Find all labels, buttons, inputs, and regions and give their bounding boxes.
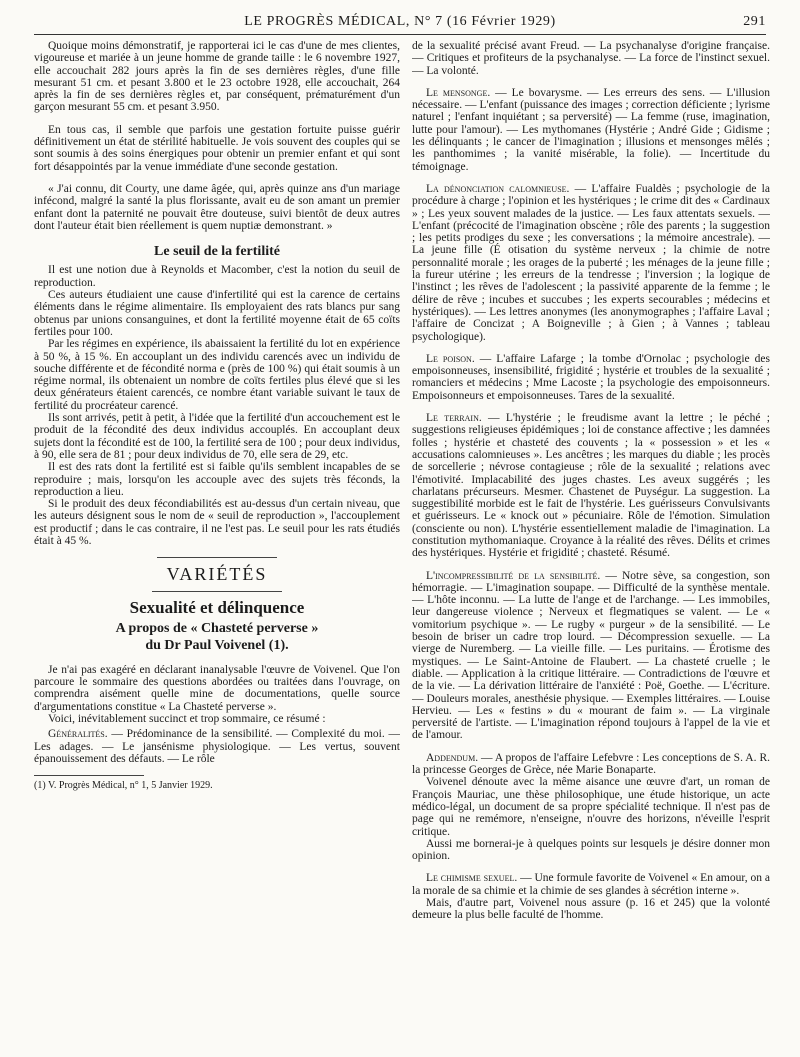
run-in-heading: Le poison.: [426, 352, 475, 365]
run-in-heading: Le chimisme sexuel.: [426, 872, 518, 885]
paragraph-text: — Le bovarysme. — Les erreurs des sens. — L'illusion nécessaire. — L'enfant (puissance des images ; correction déficiente ; lyrisme naturel ; l'enfant inquiétant ; sa perversité) — La femme (ruse, imagination, lutte pour l'amour). — Les mythomanes (Hystérie ; André Gide ; Gidisme ; les délinquants ; le cancer de l'imagination ; illusions et mensonges mêlés ; les panthomimes ; la vanité misérable, la folie). — Incertitude du témoignage.: [412, 86, 770, 173]
paragraph-text: — L'affaire Lafarge ; la tombe d'Ornolac ; psychologie des empoisonneuses, insensibilité, frigidité ; hystérie et troubles de la sexualité ; romanciers et médecins ; Mme Lacoste ; la psychologie des empoisonneurs. Empoisonneurs et empoisonneuses. Tares de la sexualité.: [412, 352, 770, 402]
paragraph: Il est une notion due à Reynolds et Macomber, c'est la notion du seuil de reproduction.: [34, 264, 400, 289]
run-in-heading: L'incompressibilité de la sensibilité.: [426, 569, 601, 582]
section-heading: Le seuil de la fertilité: [154, 244, 280, 260]
run-in-heading: Le terrain.: [426, 412, 482, 425]
run-in-heading: Généralités.: [48, 728, 108, 741]
paragraph: de la sexualité précisé avant Freud. — La psychanalyse d'origine française. — Critiques et profiteurs de la psychanalyse. — La force de l'instinct sexuel. — La volonté.: [412, 40, 770, 77]
divider: [157, 557, 277, 558]
running-header: [34, 10, 766, 35]
run-in-heading: Le mensonge.: [426, 86, 491, 99]
run-in-heading: La dénonciation calomnieuse.: [426, 182, 570, 195]
paragraph: Ces auteurs étudiaient une cause d'infertilité qui est la carence de certains éléments dans le régime alimentaire. Ils employaient des rats blancs pur sang obtenus par unions consanguines, et dont la fertilité moyenne était de 65 coïts fertiles pour 100.: [34, 289, 400, 338]
paragraph-text: — Une formule favorite de Voivenel « En amour, on a la morale de sa chimie et la chimie de ses glandes à sécrétion interne ».: [412, 872, 770, 897]
paragraph: Il est des rats dont la fertilité est si faible qu'ils semblent incapables de se reproduire ; mais, lorsqu'on les accouple avec des sujets très féconds, la reproduction a lieu.: [34, 461, 400, 498]
paragraph-text: — L'hystérie ; le freudisme avant la lettre ; le péché ; suggestions religieuses épidémiques ; loi de constance affective ; les damnées folles ; hystérie et chasteté des couvents ; la « possession » et les « accusations calomnieuses ». Les ancêtres ; les marques du diable ; les procès de sorcellerie ; névrose contagieuse ; rôle de la sexualité ; relations avec l'émotivité. Implacabilité des juges chastes. Les aveux suggérés ; les charlatans précurseurs. Mesmer. Chastenet de Puységur. La suggestion. La suggestibilité morbide est le fait de l'hystérie. Les guérisseurs Convulsivants et guérisseurs. Le « knock out » pécuniaire. Rôle de l'émotion. Simulation (consciente ou non). L'hystérie essentiellement maladie de l'imagination. La constitution mythomaniaque. Croyance à la réalité des rêves. Délits et crimes des hystériques. Hystérie et frigidité ; chasteté. Résumé.: [412, 412, 770, 560]
section-label: VARIÉTÉS: [166, 564, 268, 585]
journal-title: LE PROGRÈS MÉDICAL, N° 7 (16 Février 1929): [244, 14, 556, 29]
paragraph: Aussi me bornerai-je à quelques points sur lesquels je désire donner mon opinion.: [412, 837, 770, 863]
divider: [152, 591, 282, 592]
paragraph: « J'ai connu, dit Courty, une dame âgée, qui, après quinze ans d'un mariage infécond, malgré la santé la plus florissante, avait eu de son amant un premier enfant dont la paternité ne pouvait être douteuse, suivi bientôt de deux autres dont l'auteur était bien réellement is quem nuptiæ demonstrant. »: [34, 182, 400, 232]
paragraph: [412, 412, 770, 560]
paragraph: Ils sont arrivés, petit à petit, à l'idée que la fertilité d'un accouchement est le produit de la fécondité des deux individus accouplés. En accouplant deux sujets dont la fécondité est de 100, la fertilité sera de 100 ; pour deux individus, à 90, elle sera de 81 ; pour deux individus de 70, elle sera de 29, etc.: [34, 412, 400, 461]
paragraph-text: — Notre sève, sa congestion, son hémorragie. — L'imagination soupape. — Difficulté de la synthèse mentale. — L'hôte inconnu. — La lutte de l'ange et de l'archange. — Les immobiles, leur dangereuse violence ; Nerveux et flegmatiques se valent. — Le « vomitorium psychique ». — Le rugby « purgeur » de la sensibilité. — Le besoin de briser un cadre trop lourd. — Décompression sexuelle. — La vierge de Nuremberg. — La vieille fille. — Les puritains. — Érotisme des mystiques. — Le Saint-Antoine de Flaubert. — La chasteté cruelle ; le diable. — Application à la critique littéraire. — Contradictions de l'œuvre et de la vie. — La dérivation littéraire de l'anxiété : Poë, Goethe. — L'écriture. — Douleurs morales, anesthésie physique. — Exemples littéraires. — Louise Hervieu. — Les « festins » du « mourant de faim ». — La virginale perversité de l'artiste. — L'imagination répond toujours à l'appel de la vie et de l'amour.: [412, 569, 770, 742]
paragraph: [412, 87, 770, 173]
footnote: (1) V. Progrès Médical, n° 1, 5 Janvier 1929.: [34, 780, 213, 792]
paragraph: [412, 353, 770, 402]
paragraph: Je n'ai pas exagéré en déclarant inanalysable l'œuvre de Voivenel. Que l'on parcoure le sommaire des questions abordées ou traitées dans l'ouvrage, on comprendra aisément quelle mine de documentations, quelle source d'argumentations constitue « La Chasteté perverse ».: [34, 663, 400, 713]
paragraph: Mais, d'autre part, Voivenel nous assure (p. 16 et 245) que la volonté demeure la plus belle faculté de l'homme.: [412, 897, 770, 922]
paragraph-text: — Prédominance de la sensibilité. — Complexité du moi. — Les adages. — Le jansénisme physiologique. — Les vertus, souvent épanouissement des défauts. — Le rôle: [34, 728, 400, 765]
left-column: [34, 40, 400, 1045]
paragraph: Par les régimes en expérience, ils abaissaient la fertilité du lot en expérience à 50 %, à 15 %. En accouplant un des individu carencés avec un individu de souche différente et de fécondité norma e (près de 100 %) qui était soumis à un régime normal, ils obtenaient un nombre de coïts fertiles plus élevé que si les deux générateurs étaient carencés, ce nombre étant variable suivant le taux de fertilité du procréateur carencé.: [34, 338, 400, 412]
article-subtitle-line: A propos de « Chasteté perverse »: [115, 620, 319, 636]
paragraph: [412, 752, 770, 777]
paragraph: [412, 872, 770, 897]
paragraph: Quoique moins démonstratif, je rapporterai ici le cas d'une de mes clientes, vigoureuse et mariée à un jeune homme de grande taille : le 6 novembre 1927, elle accouchait 282 jours après la fin de ses dernières règles, d'une fille mesurant 51 cm. et pesant 3.800 et le 23 octobre 1928, elle accouchait, 264 après la fin de ses dernières règles et, par conséquent, prématurément d'un garçon mesurant 55 cm. et pesant 3.950.: [34, 40, 400, 114]
right-column: [412, 40, 770, 1045]
article-subtitle-line: du Dr Paul Voivenel (1).: [145, 637, 289, 653]
paragraph: [412, 183, 770, 343]
paragraph-text: — A propos de l'affaire Lefebvre : Les conceptions de S. A. R. la princesse Georges de Grèce, née Marie Bonaparte.: [412, 751, 770, 777]
page-number: 291: [743, 14, 766, 29]
paragraph: Si le produit des deux fécondiabilités est au-dessus d'un certain niveau, que les auteurs désignent sous le nom de « seuil de reproduction », l'accouplement est productif ; dans le cas contraire, il ne l'est pas. Le seuil pour les rats étudiés était à 45 %.: [34, 498, 400, 547]
paragraph: [412, 570, 770, 742]
article-title: Sexualité et délinquence: [129, 597, 305, 617]
paragraph: Voici, inévitablement succinct et trop sommaire, ce résumé :: [48, 713, 326, 726]
paragraph: [34, 728, 400, 765]
article-subtitle: [34, 620, 400, 654]
paragraph: En tous cas, il semble que parfois une gestation fortuite puisse guérir définitivement un état de stérilité habituelle. Je vois souvent des couples qui se sont soumis à des soins énergiques pour obtenir un premier enfant et qui sont fort désappointés par la venue immédiate d'une seconde gestation.: [34, 123, 400, 173]
run-in-heading: Addendum.: [426, 751, 479, 764]
footnote-rule: [34, 775, 144, 776]
paragraph-text: — L'affaire Fualdès ; psychologie de la procédure à charge ; l'opinion et les hystériques ; le crime dit des « Cardinaux » ; Les yeux souvent malades de la justice. — Les faux attentats sexuels. — L'enfant (précocité de l'imagination obscène ; rôle des parents ; la suggestion ; les petits prodiges du sexe ; les conversations ; la mémoire ancestrale). — La jeune fille (É otisation du système nerveux ; la chimie de notre personnalité morale ; les orages de la puberté ; les ménages de la jeune fille ; la fureur utérine ; les erreurs de la tendresse ; l'inversion ; la logique de l'instinct ; les rêves de l'adolescent ; la passivité apparente de la femme ; le délire de rêve ; incubes et succubes ; les experts secourables ; médecins et hystériques). — Les lettres anonymes (les anonymographes ; l'affaire Laval ; l'affaire de Concizat ; A Boigneville ; à Gien ; à Vannes ; tableau psychologique).: [412, 182, 770, 343]
paragraph: Voivenel dénoute avec la même aisance une œuvre d'art, un roman de François Mauriac, une thèse philosophique, une étude historique, un acte médico-légal, un document de sa propre spécialité technique. Il n'est pas de page qui ne remémore, n'enseigne, n'ouvre des horizons, n'éveille l'esprit critique.: [412, 776, 770, 838]
